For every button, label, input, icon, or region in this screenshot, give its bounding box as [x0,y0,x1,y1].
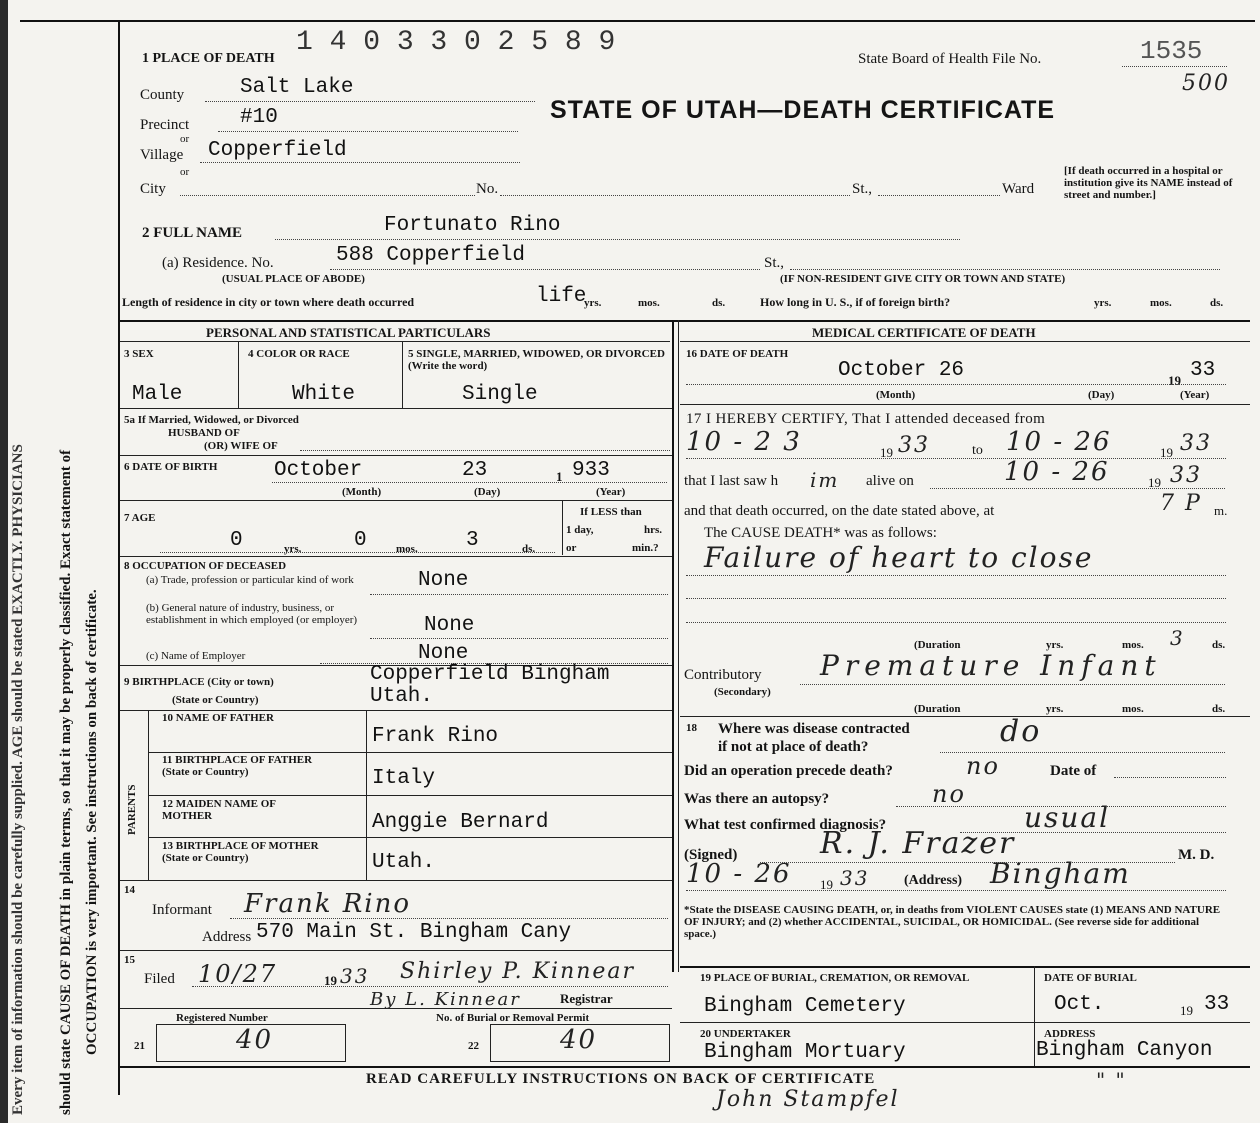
attend-to-date: 10 - 26 [1006,427,1112,457]
city-st-label: St., [852,181,873,197]
ward-label: Ward [1002,181,1035,197]
marital-value: Single [462,383,538,406]
burial-permit-label: No. of Burial or Removal Permit [436,1012,590,1024]
autopsy-label: Was there an autopsy? [684,791,830,807]
registered-prefix: 21 [134,1040,145,1052]
registered-number-value: 40 [236,1025,274,1055]
cause-intro: The CAUSE DEATH* was as follows: [704,525,937,541]
us-ds: ds. [1210,297,1224,309]
dob-year-caption: (Year) [596,486,626,498]
length-of-residence-value: life [536,285,587,308]
dob-year-prefix: 1 [556,469,563,484]
attend-to-year: 33 [1180,431,1212,456]
stamp-number: 1 4 0 3 3 0 2 5 8 9 [296,27,616,58]
undertaker-address-value: Bingham Canyon [1036,1039,1213,1062]
mother-birthplace-label: 13 BIRTHPLACE OF MOTHER (State or Country) [162,840,319,864]
age-years: 0 [230,529,243,552]
age-days: 3 [466,529,479,552]
village-value: Copperfield [208,139,347,162]
less-than-label: If LESS than [580,506,642,518]
dob-label: 6 DATE OF BIRTH [124,461,218,473]
cause-of-death: Failure of heart to close [704,541,1094,574]
occupation-b-value: None [424,614,475,637]
autopsy-value: no [932,780,966,808]
age-months: 0 [354,529,367,552]
how-long-in-us-label: How long in U. S., if of foreign birth? [760,295,951,309]
certificate-title: STATE OF UTAH—DEATH CERTIFICATE [550,96,1056,124]
undertaker-address-label: ADDRESS [1044,1028,1096,1040]
filed-year-prefix: 19 [324,973,337,988]
father-value: Frank Rino [372,725,499,748]
attend-from-year-prefix: 19 [880,445,893,460]
death-date-label: 16 DATE OF DEATH [686,348,789,360]
contracted-value: do [1000,714,1042,749]
certify-text: 17 I HEREBY CERTIFY, That I attended deceased from [686,411,1046,427]
dob-day-caption: (Day) [474,486,501,498]
occupation-a-label: (a) Trade, profession or particular kind of work [146,574,354,586]
mother-value: Anggie Bernard [372,811,549,834]
or-min-label: or [566,542,577,554]
occupation-c-label: (c) Name of Employer [146,650,246,662]
informant-num: 14 [124,884,135,896]
color-value: White [292,383,356,406]
marital-label: 5 SINGLE, MARRIED, WIDOWED, OR DIVORCED (Write the word) [408,348,665,372]
birthplace-city: Copperfield Bingham [370,663,610,686]
filed-num: 15 [124,954,135,966]
alive-on-label: alive on [866,473,914,489]
duration-months-value: 3 [1170,626,1185,650]
registrar-label: Registrar [560,991,613,1006]
cause-footnote: *State the DISEASE CAUSING DEATH, or, in deaths from VIOLENT CAUSES state (1) MEANS AND NATURE OF INJURY; and (2) whether ACCIDENTAL, SUICIDAL, OR HOMICIDAL. (See reverse side for additional space.) [684,904,1221,940]
informant-address-value: 570 Main St. Bingham Cany [256,921,572,944]
usual-place-note: (USUAL PLACE OF ABODE) [222,273,365,285]
birthplace-sub-label: (State or Country) [172,694,259,706]
city-no-label: No. [476,181,499,197]
last-saw-date: 10 - 26 [1004,457,1110,487]
filed-date: 10/27 [198,960,278,988]
undertaker-label: 20 UNDERTAKER [700,1028,791,1040]
death-time-value: 7 P [1160,491,1202,516]
father-birthplace-value: Italy [372,767,436,790]
signed-year-prefix: 19 [820,877,833,892]
duration2-label: (Duration [914,703,961,715]
occupation-a-value: None [418,569,469,592]
filed-label: Filed [144,971,175,987]
death-year-prefix: 19 [1168,373,1181,388]
burial-year-prefix: 19 [1180,1003,1193,1018]
contracted-label-1: Where was disease contracted [718,721,910,737]
registrar-signature: Shirley P. Kinnear [400,959,636,984]
city-label: City [140,181,166,197]
min-label: min.? [632,542,659,554]
burial-place-value: Bingham Cemetery [704,995,906,1018]
form-top-border [20,20,1255,22]
place-of-death-label: 1 PLACE OF DEATH [142,51,275,66]
color-label: 4 COLOR OR RACE [248,348,350,360]
burial-year-value: 33 [1204,993,1230,1016]
age-ds-label: ds. [522,543,536,555]
form-left-border [118,20,120,1095]
side-instructions-2: should state CAUSE OF DEATH in plain terms, so that it may be properly classified. Exact statement of [58,449,74,1115]
m-label: m. [1214,503,1228,518]
signed-date: 10 - 26 [686,859,792,889]
permit-prefix: 22 [468,1040,479,1052]
ditto-marks: " " [1096,1068,1127,1092]
county-value: Salt Lake [240,76,354,99]
secondary-label: (Secondary) [714,686,771,698]
last-saw-label: that I last saw h [684,473,779,489]
age-label: 7 AGE [124,512,156,524]
signed-address: Bingham [990,857,1131,890]
sex-label: 3 SEX [124,348,154,360]
death-year-value: 33 [1190,359,1216,382]
registrar-by-signature: By L. Kinnear [370,989,521,1010]
contributory-label: Contributory [684,667,762,683]
death-day-caption: (Day) [1088,389,1115,401]
informant-address-label: Address [202,929,252,945]
occupation-b-label: (b) General nature of industry, business, or establishment in which employed (or employer) [146,602,358,626]
or-label-1: or [180,133,190,145]
registered-number-label: Registered Number [176,1012,268,1024]
spouse-label-1: 5a If Married, Widowed, or Divorced [124,414,299,426]
attend-from-year: 33 [898,433,930,458]
physician-signature: R. J. Frazer [820,826,1016,861]
sex-value: Male [132,383,183,406]
undertaker-value: Bingham Mortuary [704,1041,906,1064]
age-mos-label: mos. [396,543,418,555]
length-of-residence-label: Length of residence in city or town where death occurred [122,295,415,309]
hospital-note: [If death occurred in a hospital or institution give its NAME instead of street and number.] [1064,165,1233,201]
length-ds: ds. [712,297,726,309]
length-mos: mos. [638,297,660,309]
death-year-caption: (Year) [1180,389,1210,401]
side-instructions-3: OCCUPATION is very important. See instructions on back of certificate. [84,589,100,1055]
residence-st-label: St., [764,255,785,271]
birthplace-label: 9 BIRTHPLACE (City or town) [124,676,274,688]
duration2-ds: ds. [1212,703,1226,715]
father-label: 10 NAME OF FATHER [162,712,274,724]
or-label-2: or [180,166,190,178]
residence-value: 588 Copperfield [336,244,526,267]
occupation-label: 8 OCCUPATION OF DECEASED [124,560,287,572]
burial-label: 19 PLACE OF BURIAL, CREMATION, OR REMOVAL [700,972,970,984]
signed-year: 33 [840,866,870,890]
full-name-label: 2 FULL NAME [142,225,243,241]
father-birthplace-label: 11 BIRTHPLACE OF FATHER (State or Country) [162,754,313,778]
duration-ds: ds. [1212,639,1226,651]
duration-yrs: yrs. [1046,639,1064,651]
item18-num: 18 [686,722,697,734]
parents-label: PARENTS [126,784,138,835]
center-divider [672,320,674,972]
one-day-label: 1 day, [566,524,594,536]
filed-year: 33 [340,964,370,988]
file-no-label: State Board of Health File No. [858,51,1042,67]
length-yrs: yrs. [584,297,602,309]
file-no-value: 1535 [1140,36,1203,66]
duration-mos: mos. [1122,639,1144,651]
operation-value: no [966,752,1000,780]
file-no-extra: 500 [1182,71,1230,96]
nonresident-note: (IF NON-RESIDENT GIVE CITY OR TOWN AND STATE) [780,273,1066,285]
spouse-label-2: HUSBAND OF [168,427,240,439]
last-saw-him: im [810,468,840,492]
informant-label: Informant [152,902,212,918]
test-label: What test confirmed diagnosis? [684,817,887,833]
us-mos: mos. [1150,297,1172,309]
dob-year: 933 [572,459,610,482]
left-edge [0,0,8,1123]
attend-to-label: to [972,443,983,458]
contracted-label-2: if not at place of death? [718,739,869,755]
hrs-label: hrs. [644,524,663,536]
occupation-c-value: None [418,642,469,665]
residence-label: (a) Residence. No. [162,255,274,271]
attend-to-year-prefix: 19 [1160,445,1173,460]
md-label: M. D. [1178,847,1215,863]
full-name-value: Fortunato Rino [384,214,561,237]
mother-birthplace-value: Utah. [372,851,436,874]
county-label: County [140,87,185,103]
side-instructions-1: Every item of information should be carefully supplied. AGE should be stated EXACTLY. PHYSICIANS [10,444,26,1115]
death-month-caption: (Month) [876,389,916,401]
death-occurred-label: and that death occurred, on the date stated above, at [684,503,995,519]
informant-value: Frank Rino [244,889,412,919]
precinct-label: Precinct [140,117,190,133]
operation-label: Did an operation precede death? [684,763,893,779]
personal-header: PERSONAL AND STATISTICAL PARTICULARS [206,325,491,340]
village-label: Village [140,147,184,163]
signed-label: (Signed) [684,847,738,863]
mother-label: 12 MAIDEN NAME OF MOTHER [162,798,276,822]
signed-address-label: (Address) [904,873,963,888]
us-yrs: yrs. [1094,297,1112,309]
dob-month-caption: (Month) [342,486,382,498]
birthplace-state: Utah. [370,685,434,708]
permit-number-value: 40 [560,1025,598,1055]
last-saw-year: 33 [1170,463,1202,488]
precinct-value: #10 [240,106,278,129]
last-saw-year-prefix: 19 [1148,475,1161,490]
burial-date-value: Oct. [1054,993,1105,1016]
duration2-mos: mos. [1122,703,1144,715]
dob-month: October [274,459,363,482]
death-date-value: October 26 [838,359,965,382]
burial-date-label: DATE OF BURIAL [1044,972,1137,984]
footer-instructions: READ CAREFULLY INSTRUCTIONS ON BACK OF CERTIFICATE [366,1071,876,1087]
duration-label: (Duration [914,639,961,651]
attend-from-date: 10 - 2 3 [686,427,802,457]
age-yrs-label: yrs. [284,543,302,555]
spouse-label-3: (OR) WIFE OF [204,440,278,452]
bottom-signature: John Stampfel [716,1087,900,1112]
contributory-value: Premature Infant [820,649,1162,682]
dob-day: 23 [462,459,488,482]
date-of-label: Date of [1050,763,1097,779]
test-value: usual [1024,801,1111,834]
medical-header: MEDICAL CERTIFICATE OF DEATH [812,325,1036,340]
duration2-yrs: yrs. [1046,703,1064,715]
